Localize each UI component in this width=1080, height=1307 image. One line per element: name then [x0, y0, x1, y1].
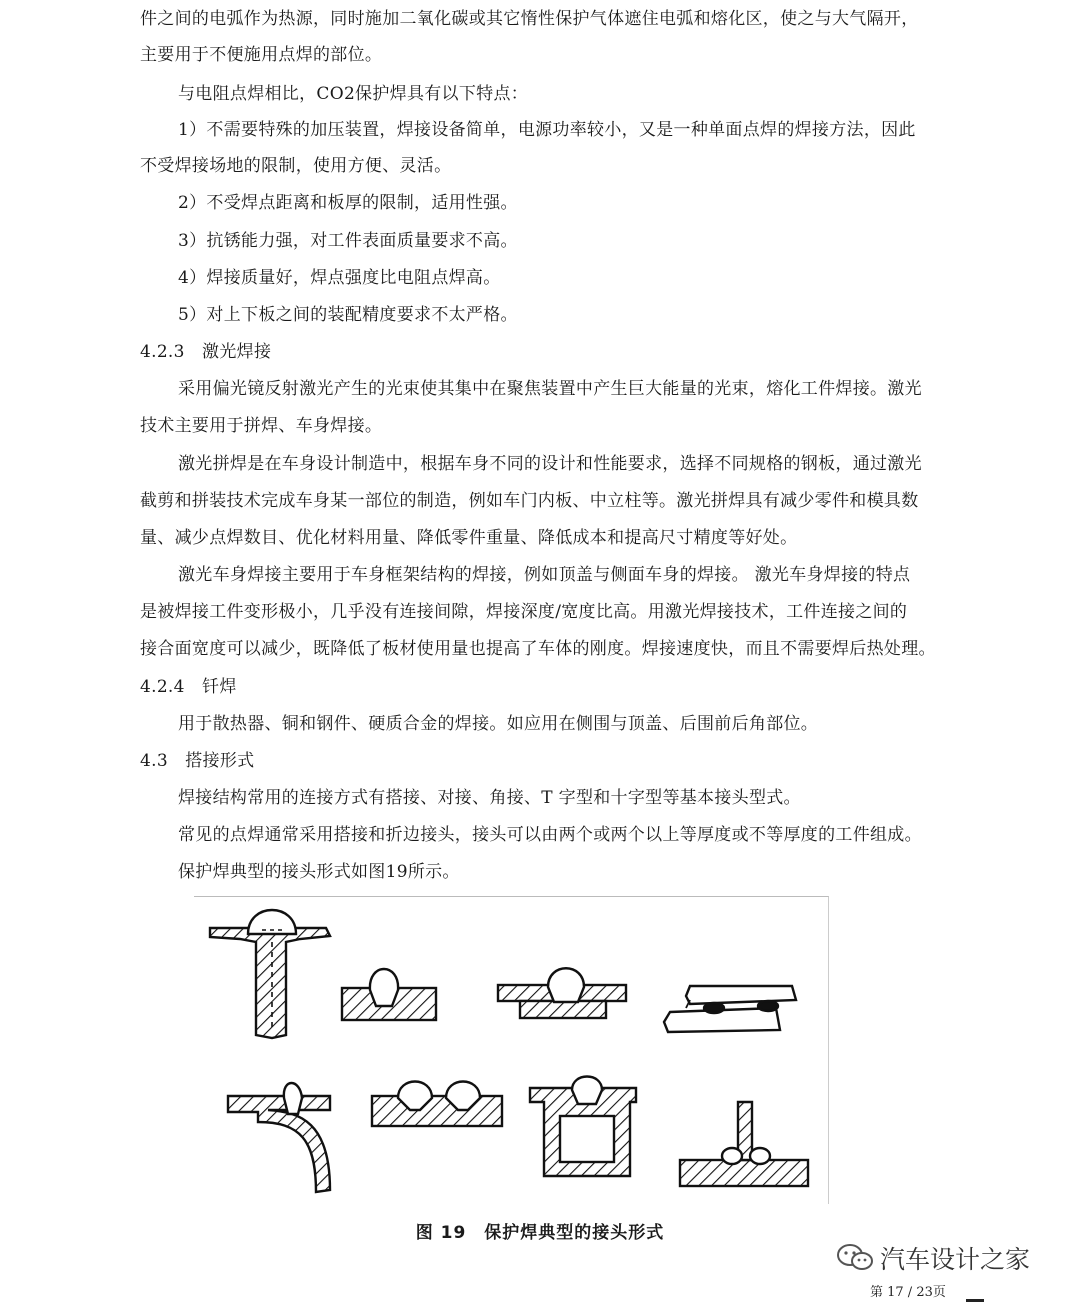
- text-line-16: 激光车身焊接主要用于车身框架结构的焊接，例如顶盖与侧面车身的焊接。 激光车身焊接的特点: [178, 565, 911, 585]
- text-line-24: 保护焊典型的接头形式如图19所示。: [178, 862, 460, 882]
- text-line-13: 激光拼焊是在车身设计制造中，根据车身不同的设计和性能要求，选择不同规格的钢板，通过激光: [178, 454, 922, 474]
- joint-figure-frame: [194, 896, 829, 1204]
- text-line-8: 4）焊接质量好，焊点强度比电阻点焊高。: [178, 268, 501, 288]
- figure-caption: 图 19 保护焊典型的接头形式: [415, 1223, 665, 1243]
- text-line-15: 量、减少点焊数目、优化材料用量、降低零件重量、降低成本和提高尺寸精度等好处。: [140, 528, 798, 548]
- text-line-9: 5）对上下板之间的装配精度要求不太严格。: [178, 305, 518, 325]
- section-heading-4-3: 4.3 搭接形式: [140, 751, 255, 771]
- text-line-6: 2）不受焊点距离和板厚的限制，适用性强。: [178, 193, 518, 213]
- text-line-5: 不受焊接场地的限制，使用方便、灵活。: [140, 156, 452, 176]
- text-line-18: 接合面宽度可以减少，既降低了板材使用量也提高了车体的刚度。焊接速度快，而且不需要焊后热处理。: [140, 639, 936, 659]
- text-line-3: 与电阻点焊相比，CO2保护焊具有以下特点：: [178, 84, 529, 104]
- text-line-4: 1）不需要特殊的加压装置，焊接设备简单，电源功率较小，又是一种单面点焊的焊接方法，因此: [178, 120, 916, 140]
- text-line-12: 技术主要用于拼焊、车身焊接。: [140, 416, 383, 436]
- text-line-17: 是被焊接工件变形极小，几乎没有连接间隙，焊接深度/宽度比高。用激光焊接技术，工件连接之间的: [140, 602, 908, 622]
- text-line-20: 用于散热器、铜和钢件、硬质合金的焊接。如应用在侧围与顶盖、后围前后角部位。: [178, 714, 819, 734]
- text-line-2: 主要用于不便施用点焊的部位。: [140, 45, 383, 65]
- page-number: 第 17 / 23页: [870, 1285, 946, 1300]
- text-line-1: 件之间的电弧作为热源，同时施加二氧化碳或其它惰性保护气体遮住电弧和熔化区，使之与大气隔开，: [140, 9, 919, 29]
- watermark: [836, 1240, 1030, 1276]
- text-line-14: 截剪和拼装技术完成车身某一部位的制造，例如车门内板、中立柱等。激光拼焊具有减少零件和模具数: [140, 491, 919, 511]
- text-line-11: 采用偏光镜反射激光产生的光束使其集中在聚焦装置中产生巨大能量的光束，熔化工件焊接。激光: [178, 379, 922, 399]
- section-heading-4-2-3: 4.2.3 激光焊接: [140, 342, 272, 362]
- corner-mark: [966, 1299, 984, 1302]
- wechat-icon: [836, 1243, 874, 1273]
- text-line-7: 3）抗锈能力强，对工件表面质量要求不高。: [178, 231, 518, 251]
- watermark-text: 汽车设计之家: [880, 1245, 1031, 1274]
- text-line-22: 焊接结构常用的连接方式有搭接、对接、角接、T 字型和十字型等基本接头型式。: [178, 788, 801, 808]
- text-line-23: 常见的点焊通常采用搭接和折边接头，接头可以由两个或两个以上等厚度或不等厚度的工件组成。: [178, 825, 922, 845]
- section-heading-4-2-4: 4.2.4 钎焊: [140, 677, 237, 697]
